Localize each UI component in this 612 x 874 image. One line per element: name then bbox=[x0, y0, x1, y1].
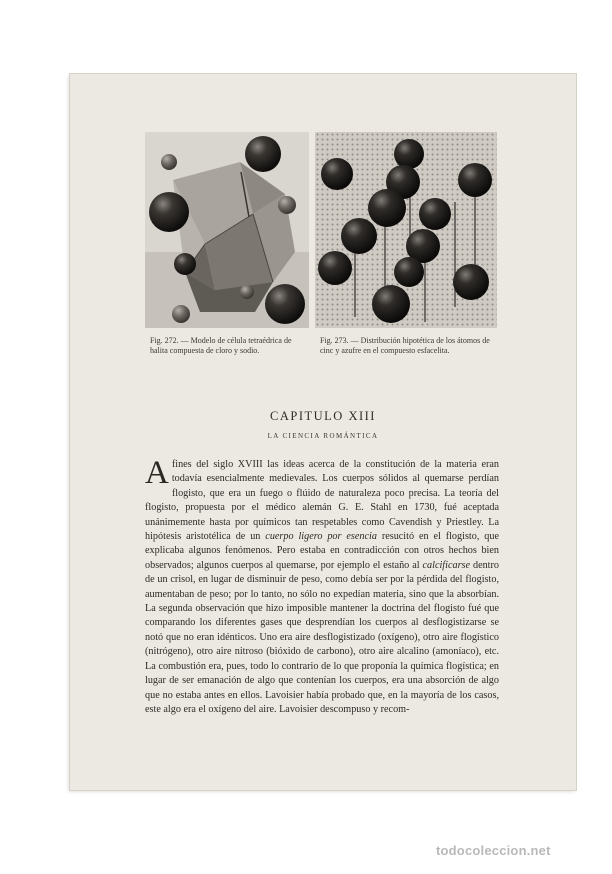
chapter-subtitle: LA CIENCIA ROMÁNTICA bbox=[267, 432, 379, 440]
figure-273-number: Fig. 273. bbox=[320, 336, 349, 345]
chapter-title: CAPITULO XIII bbox=[270, 409, 376, 423]
figure-272-photo bbox=[145, 132, 309, 328]
body-paragraph bbox=[145, 455, 499, 717]
figure-272-caption-text: — Modelo de célula tetraédrica de halita compuesta de cloro y sodio. bbox=[150, 336, 292, 355]
watermark-logo: todocoleccion.net bbox=[436, 843, 551, 858]
drop-cap: A bbox=[145, 455, 169, 491]
figure-272-number: Fig. 272. bbox=[150, 336, 179, 345]
body-text-part-3: dentro de un crisol, en lugar de disminuir de peso, como debía ser por la pérdida del flogisto, aumentaban de peso; por lo tanto, no sólo no expedían materia, sino que la absorbían. La segunda observación que hizo imposible mantener la doctrina del flogisto fué que comparando los diferentes gases que desprendían los cuerpos al desflogistizarse se notó que no eran idénticos. Uno era aire desflogistizado (oxígeno), otro aire flogístico (nitrógeno), otro aire nitroso (bióxido de carbono), otro aire alcalino (amoníaco), etc. La combustión era, pues, todo lo contrario de lo que proponía la química flogística; en lugar de ser emanación de algo que contenían los cuerpos, era una absorción de algo que no estaba antes en ellos. Lavoisier había probado que, en la mayoría de los casos, este algo era el oxígeno del aire. Lavoisier descompuso y recom- bbox=[145, 559, 499, 715]
figure-273-photo bbox=[315, 132, 497, 328]
body-italic-1: cuerpo ligero por esencia bbox=[265, 531, 377, 543]
body-italic-2: calcificarse bbox=[422, 559, 471, 571]
body-text-part-2: resucitó en el flogisto, que explicaba algunos fenómenos. Pero estaba en contradicción con otros hechos bien observados; algunos cuerpos al quemarse, por ejemplo el estaño al bbox=[145, 531, 499, 571]
figure-272-caption bbox=[150, 336, 310, 355]
figure-273-caption bbox=[320, 336, 498, 355]
figure-273-caption-text: — Distribución hipotética de los átomos de cinc y azufre en el compuesto esfacelita. bbox=[320, 336, 490, 355]
book-page bbox=[70, 74, 576, 790]
body-text-part-1: fines del siglo XVIII las ideas acerca de la constitución de la materia eran todavía esencialmente medievales. Los cuerpos sólidos al quemarse perdían flogisto, que era un fuego o flúido de naturaleza poco precisa. La teoría del flogisto, propuesta por el médico alemán G. E. Stahl en 1730, fué aceptada unánimemente hasta por químicos tan respetables como Cavendish y Priestley. La hipótesis aristotélica de un bbox=[145, 459, 499, 543]
